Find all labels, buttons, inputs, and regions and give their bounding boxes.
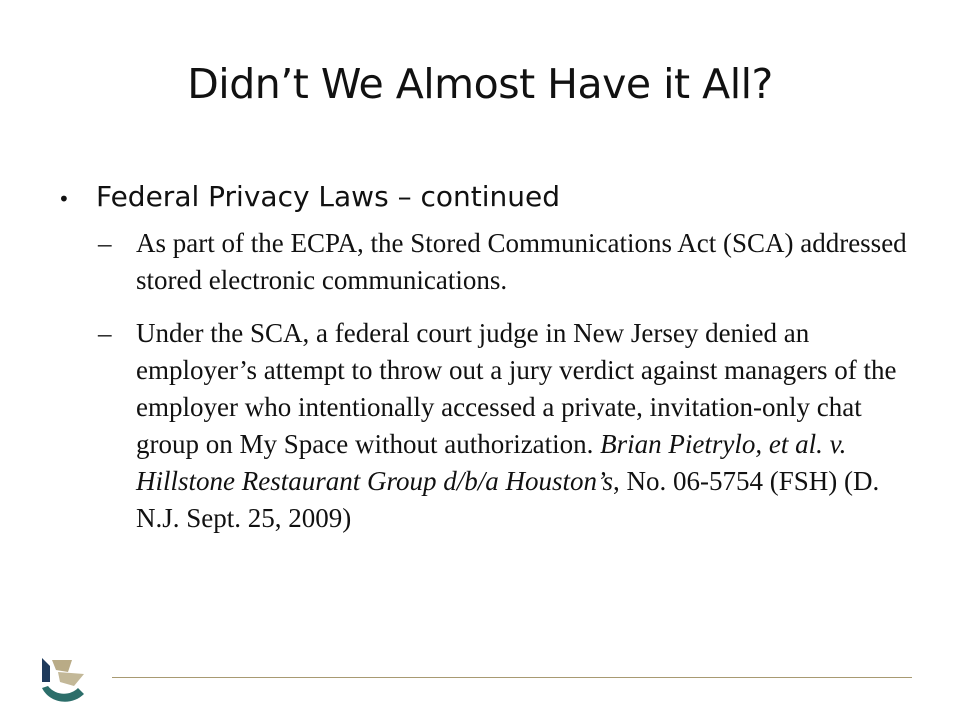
case-citation-details: , No. 06-5754 (FSH) (D. N.J. Sept. 25, 2009) [136,466,880,533]
sub-item-text-plain: Under the SCA, a federal court judge in New Jersey denied an employer’s attempt to throw out a jury verdict against managers of the employer who intentionally accessed a private, invitation-only chat group on My Space without authorization. [136,318,897,459]
firm-logo-icon [38,654,90,706]
sub-item-text [136,315,916,537]
bullet-text: Federal Privacy Laws – continued [96,180,560,213]
footer-divider [112,677,912,678]
bullet-item [58,180,918,213]
sub-list [98,225,918,537]
dash-symbol: – [98,318,112,348]
sub-item [98,315,918,537]
sub-item-text: As part of the ECPA, the Stored Communications Act (SCA) addressed stored electronic communications. [136,228,907,295]
dash-symbol: – [98,228,112,258]
sub-item [98,225,918,299]
slide-title: Didn’t We Almost Have it All? [187,60,773,108]
case-citation-name: Brian Pietrylo, et al. v. Hillstone Restaurant Group d/b/a Houston’s [136,429,847,496]
slide-body [58,180,918,553]
bullet-symbol: • [58,187,70,211]
